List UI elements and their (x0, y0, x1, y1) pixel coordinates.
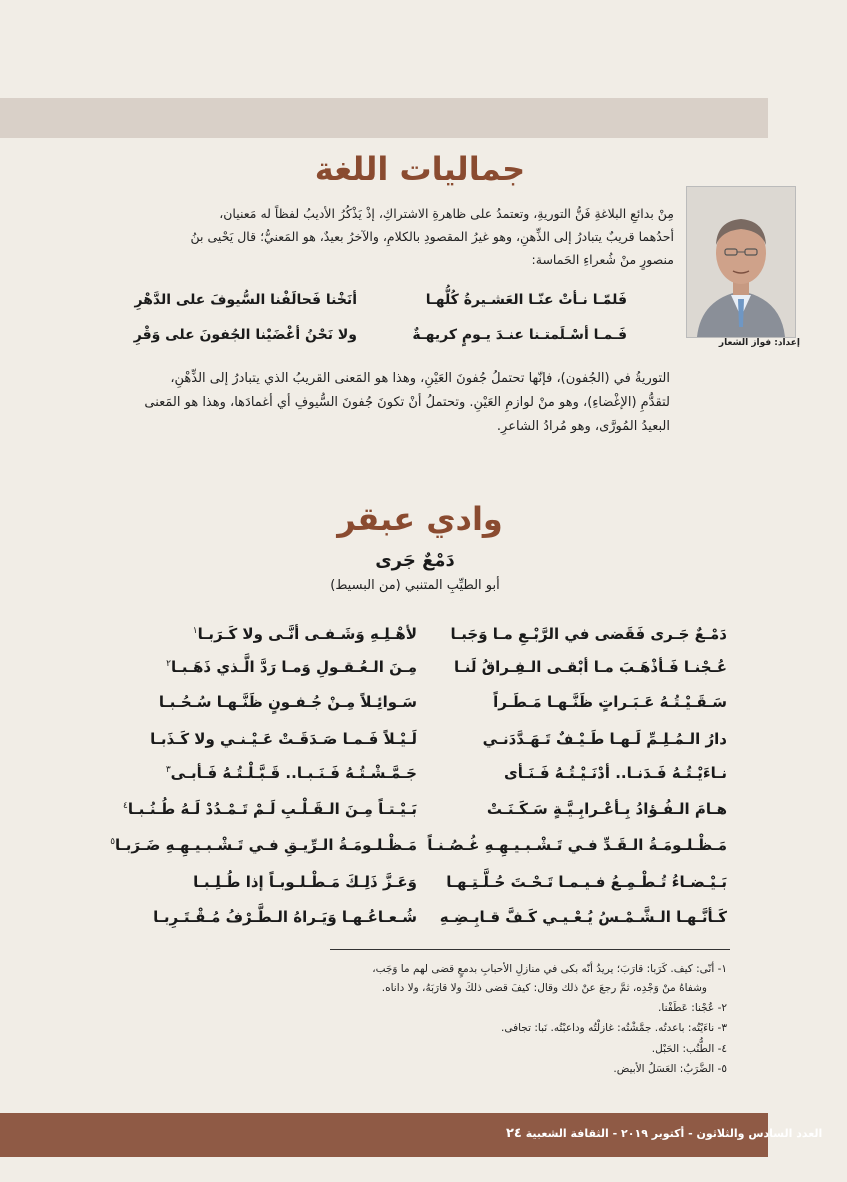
poem-hemistich-first: عُـجْنـا فَـأذْهَـبَ مـا أبْقـى الـفِـراقُ لَنـا (453, 658, 727, 676)
poem-hemistich-first: بَـيْـضـاءُ تُـطْـمِـعُ فـيـمـا تَـحْـتَ حُـلَّـتِـهـا (446, 873, 727, 891)
poem-hemistich-second: مِـنَ الـعُـقـولِ وَمـا رَدَّ الَّـذي ذَهَـبـا$^٢$ (166, 658, 417, 676)
verse-hemistich: فَـمـا أسْـلَمتـنا عنـدَ يـومٍ كريهـةٌ (412, 327, 627, 343)
poem-hemistich-second: سَـوائِـلاً مِـنْ جُـفـونٍ ظَنَّـهـا سُـحُـبـا (158, 693, 417, 711)
footnote: ١- أنّى: كيف. كَرَبا: قارَبَ؛ يريدُ أنّه بكى في منازلِ الأحبابِ بدمعٍ قضى لهم ما وَجَب، (372, 963, 727, 975)
page-number: ٢٤ (506, 1126, 522, 1141)
explanation-paragraph: التوريةُ في (الجُفون)، فإنّها تحتملُ جُفونَ العَيْنِ، وهذا هو المَعنى القريبُ الذي يتبادرُ إلى الذِّهْنِ، لتقدُّمِ (الإغْضاءِ)، وهو منْ لوازمِ العَيْنِ. وتحتملُ أنْ تكونَ جُفونَ السُّيوفِ أي أغمادَها، وهذا هو المَعنى البعيدُ المُورَّى، وهو مُرادُ الشاعرِ. (144, 371, 670, 434)
poem-hemistich-first: نـاءَيْـتُـهُ فَـدَنـا.. أدْنَـيْـتُـهُ فَـنَـأى (503, 764, 727, 782)
author-portrait-icon (687, 187, 795, 337)
footnote-marker: ٢ (166, 659, 172, 669)
verse-hemistich: أنَخْنا فَحالَفْنا السُّيوفَ على الدَّهْرِ (134, 292, 357, 308)
poem-hemistich-first: مَـظْـلـومَـةُ الـقَـدِّ فـي تَـشْـبـيـهِـهِ غُـصُـنـاً (427, 836, 727, 854)
poem-hemistich-second: لأهْـلِـهِ وَشَـفـى أنَّـى ولا كَـرَبـا$^١$ (192, 625, 417, 643)
footnote-marker: ١ (192, 626, 198, 636)
footnote: وشفاهُ منْ وَجْدِه، ثمَّ رجعَ عنْ ذلك وقال: كيفَ قضى ذلكَ ولا قارَبَهُ، ولا داناه. (381, 982, 707, 994)
author-photo (686, 186, 796, 338)
poet-name: أبو الطيِّبِ المتنبي (من البسيط) (330, 578, 500, 593)
poem-hemistich-first: دارُ الـمُـلِـمِّ لَـهـا طَـيْـفٌ تَـهَـدَّدَنـي (482, 730, 727, 748)
poem-hemistich-second: مَـظْـلـومَـةُ الـرِّيـقِ فـي تَـشْـبـيـهِـهِ ضَـرَبـا$^٥$ (110, 836, 417, 854)
poem-hemistich-second: جَـمَّـشْـتُـهُ فَـنَـبـا.. قَـبَّـلْـتُـهُ فَـأبـى$^٣$ (165, 764, 417, 782)
poem-hemistich-first: كَـأنَّـهـا الـشَّـمْـسُ يُـعْـيـي كَـفَّ قـابِـضِـهِ (439, 908, 727, 926)
poem-hemistich-second: شُـعـاعُـهـا وَيَـراهُ الـطَّـرْفُ مُـقْـتَـرِبـا (153, 908, 417, 926)
author-caption: إعداد: فواز الشعار (718, 338, 800, 348)
verse-hemistich: ولا نَحْنُ أغْضَيْنا الجُفونَ على وَقْرِ (133, 327, 357, 343)
footnote: ٢- عُجْنا: عَطَفْنا. (658, 1002, 727, 1014)
poem-title: دَمْعٌ جَرى (375, 550, 455, 571)
poem-hemistich-first: هـامَ الـفُـؤادُ بِـأعْـرابِـيَّـةٍ سَـكَـنَـتْ (486, 800, 727, 818)
poem-hemistich-first: دَمْـعٌ جَـرى فَقَضى في الرَّبْـعِ مـا وَجَبـا (450, 625, 727, 643)
issue-info: العدد السادس والثلاثون - أكتوبر ٢٠١٩ - الثقافة الشعبية (525, 1127, 823, 1140)
footnote-marker: ٤ (122, 801, 128, 811)
poem-hemistich-first: سَـقَـيْـتُـهُ عَـبَـراتٍ ظَنَّـهـا مَـطَـراً (493, 693, 727, 711)
footer-issue (500, 1126, 823, 1141)
intro-paragraph: مِنْ بدائعِ البلاغةِ فَنُّ التوريةِ، وتعتمدُ على ظاهرةِ الاشتراكِ، إذْ يَذْكُرُ الأديبُ لفظاً له مَعنيان، أحدُهما قريبٌ يتبادرُ إلى الذِّهنِ، وهو غيرُ المقصودِ بالكلامِ، والآخرُ بعيدٌ، هو المَعنيُّ؛ قال يَحْيى بنُ منصورٍ منْ شُعراءِ الحَماسة: (190, 206, 674, 267)
poem-hemistich-second: بَـيْـتـاً مِـنَ الـقَـلْـبِ لَـمْ تَـمْـدُدْ لَـهُ طُـنُـبـا$^٤$ (122, 800, 417, 818)
footnote-marker: ٥ (110, 837, 116, 847)
poem-hemistich-second: لَـيْـلاً فَـمـا صَـدَقَـتْ عَـيْـنـي ولا كَـذَبـا (150, 730, 417, 748)
footnote: ٣- ناءَيْتُه: باعدتُه. جمَّشْتُه: غازلْتُه وداعبْتُه. نَبا: تجافى. (501, 1022, 727, 1034)
section-title-wadi-abqar: وادي عبقر (337, 500, 503, 538)
footnote: ٤- الطُّنُب: الحَبْل. (651, 1043, 727, 1055)
footnotes-divider (330, 949, 730, 950)
section-title-aesthetics: جماليات اللغة (314, 150, 526, 188)
footnote-marker: ٣ (165, 765, 171, 775)
footnote: ٥- الضَّرَبُ: العَسَلُ الأبيض. (613, 1063, 727, 1075)
header-band (0, 98, 768, 138)
verse-hemistich: فَلمّـا نـأتْ عنّـا العَشـيرةُ كُلُّهـا (425, 292, 627, 308)
poem-hemistich-second: وَعَـزَّ ذَلِـكَ مَـطْـلـوبـاً إذا طُـلِـبـا (193, 873, 417, 891)
